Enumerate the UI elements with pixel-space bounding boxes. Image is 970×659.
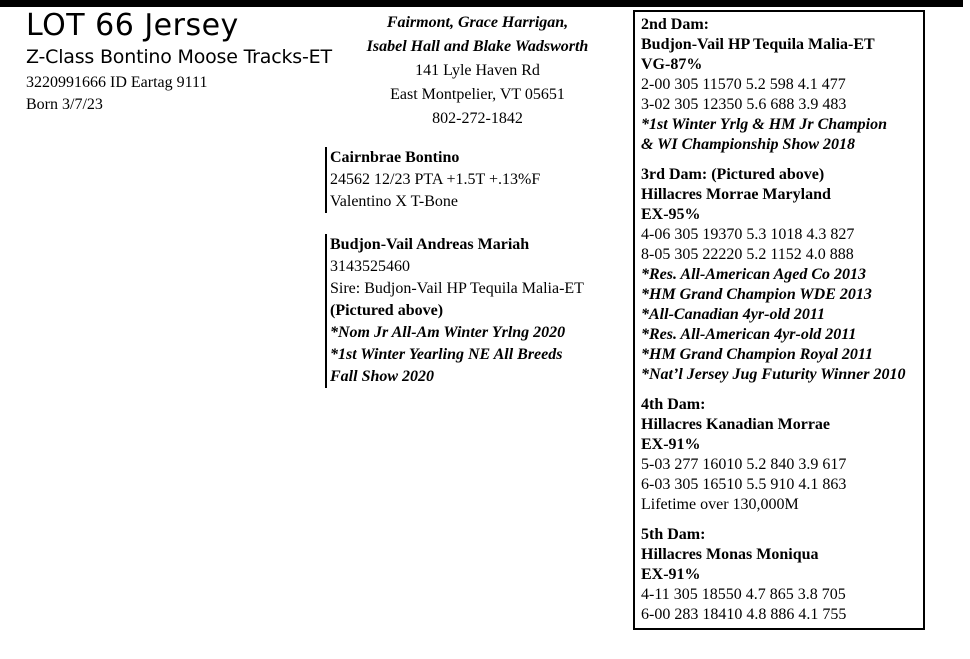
dam-reg: 3143525460 bbox=[330, 258, 410, 275]
third-dam-score: EX-95% bbox=[641, 206, 701, 223]
fourth-dam-lifetime: Lifetime over 130,000M bbox=[641, 496, 799, 513]
fifth-dam-heading: 5th Dam: bbox=[641, 526, 706, 543]
consignor-names-1: Fairmont, Grace Harrigan, bbox=[386, 14, 569, 31]
top-rule bbox=[0, 0, 963, 7]
third-dam bbox=[641, 165, 918, 385]
second-dam-name: Budjon-Vail HP Tequila Malia-ET bbox=[641, 36, 875, 53]
dam-sire: Sire: Budjon-Vail HP Tequila Malia-ET bbox=[330, 280, 584, 297]
consignor-city: East Montpelier, VT 05651 bbox=[390, 86, 565, 103]
fourth-dam-record: 5-03 277 16010 5.2 840 3.9 617 bbox=[641, 456, 847, 473]
second-dam-score: VG-87% bbox=[641, 56, 703, 73]
fourth-dam bbox=[641, 395, 918, 515]
third-dam-award: *Res. All-American Aged Co 2013 bbox=[641, 266, 867, 283]
sire-proof: 24562 12/23 PTA +1.5T +.13%F bbox=[330, 171, 541, 188]
second-dam-record: 3-02 305 12350 5.6 688 3.9 483 bbox=[641, 96, 847, 113]
dam-block bbox=[325, 234, 620, 388]
third-dam-award: *Res. All-American 4yr-old 2011 bbox=[641, 326, 857, 343]
pedigree-box bbox=[633, 10, 925, 630]
second-dam bbox=[641, 15, 918, 155]
birth-date: Born 3/7/23 bbox=[26, 96, 103, 113]
lot-title: LOT 66 Jersey bbox=[26, 8, 239, 43]
sire-pedigree: Valentino X T-Bone bbox=[330, 193, 458, 210]
fourth-dam-record: 6-03 305 16510 5.5 910 4.1 863 bbox=[641, 476, 847, 493]
fourth-dam-heading: 4th Dam: bbox=[641, 396, 706, 413]
consignor-phone: 802-272-1842 bbox=[432, 110, 523, 127]
fifth-dam bbox=[641, 525, 918, 625]
third-dam-heading: 3rd Dam: (Pictured above) bbox=[641, 166, 825, 183]
dam-name: Budjon-Vail Andreas Mariah bbox=[330, 236, 530, 253]
sire-block bbox=[325, 147, 620, 213]
consignor-block bbox=[340, 11, 615, 131]
fifth-dam-record: 4-11 305 18550 4.7 865 3.8 705 bbox=[641, 586, 846, 603]
fifth-dam-record: 6-00 283 18410 4.8 886 4.1 755 bbox=[641, 606, 847, 623]
dam-award: *Nom Jr All-Am Winter Yrlng 2020 bbox=[330, 324, 566, 341]
registration-line: 3220991666 ID Eartag 9111 bbox=[26, 74, 208, 91]
fourth-dam-score: EX-91% bbox=[641, 436, 701, 453]
fifth-dam-score: EX-91% bbox=[641, 566, 701, 583]
second-dam-award: & WI Championship Show 2018 bbox=[641, 136, 856, 153]
second-dam-award: *1st Winter Yrlg & HM Jr Champion bbox=[641, 116, 887, 133]
consignor-names-2: Isabel Hall and Blake Wadsworth bbox=[366, 38, 589, 55]
fifth-dam-name: Hillacres Monas Moniqua bbox=[641, 546, 819, 563]
dam-award: Fall Show 2020 bbox=[330, 368, 435, 385]
fourth-dam-name: Hillacres Kanadian Morrae bbox=[641, 416, 831, 433]
third-dam-award: *HM Grand Champion WDE 2013 bbox=[641, 286, 872, 303]
animal-name: Z-Class Bontino Moose Tracks-ET bbox=[26, 46, 332, 68]
third-dam-award: *All-Canadian 4yr-old 2011 bbox=[641, 306, 826, 323]
third-dam-award: *HM Grand Champion Royal 2011 bbox=[641, 346, 874, 363]
second-dam-record: 2-00 305 11570 5.2 598 4.1 477 bbox=[641, 76, 846, 93]
third-dam-record: 4-06 305 19370 5.3 1018 4.3 827 bbox=[641, 226, 855, 243]
third-dam-name: Hillacres Morrae Maryland bbox=[641, 186, 831, 203]
dam-award: *1st Winter Yearling NE All Breeds bbox=[330, 346, 563, 363]
sire-name: Cairnbrae Bontino bbox=[330, 149, 460, 166]
consignor-address: 141 Lyle Haven Rd bbox=[415, 62, 540, 79]
second-dam-heading: 2nd Dam: bbox=[641, 16, 710, 33]
third-dam-award: *Nat’l Jersey Jug Futurity Winner 2010 bbox=[641, 366, 906, 383]
third-dam-record: 8-05 305 22220 5.2 1152 4.0 888 bbox=[641, 246, 854, 263]
dam-pictured: (Pictured above) bbox=[330, 302, 444, 319]
